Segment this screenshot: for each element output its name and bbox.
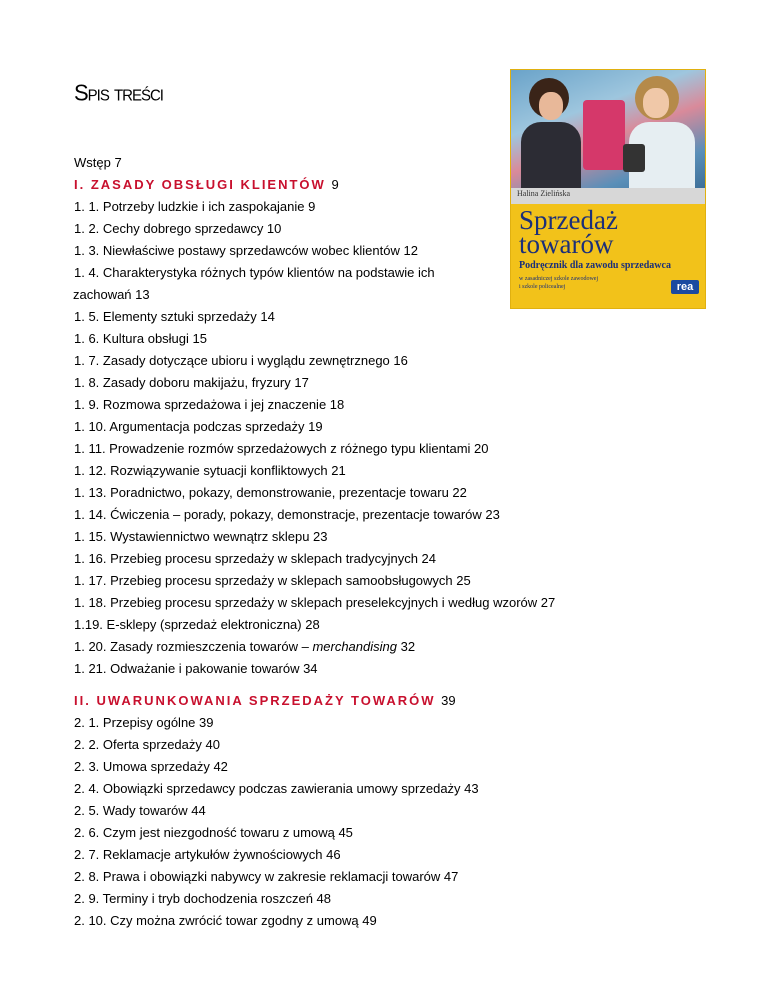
- cover-note-line2: i szkole policealnej: [519, 284, 566, 290]
- publisher-logo: rea: [671, 280, 699, 294]
- toc-item[interactable]: 2. 2. Oferta sprzedaży 40: [74, 737, 220, 752]
- section-1-page: 9: [331, 177, 339, 192]
- toc-item[interactable]: 1. 7. Zasady dotyczące ubioru i wyglądu zewnętrznego 16: [74, 353, 408, 368]
- toc-item[interactable]: 1. 15. Wystawiennictwo wewnątrz sklepu 23: [74, 529, 328, 544]
- toc-item[interactable]: 2. 7. Reklamacje artykułów żywnościowych 46: [74, 847, 341, 862]
- toc-item[interactable]: 1. 14. Ćwiczenia – porady, pokazy, demonstracje, prezentacje towarów 23: [74, 507, 500, 522]
- toc-item-continuation[interactable]: zachowań 13: [73, 287, 150, 302]
- toc-item[interactable]: 1. 16. Przebieg procesu sprzedaży w sklepach tradycyjnych 24: [74, 551, 437, 566]
- toc-item[interactable]: 1. 8. Zasady doboru makijażu, fryzury 17: [74, 375, 309, 390]
- toc-item[interactable]: 2. 9. Terminy i tryb dochodzenia roszczeń 48: [74, 891, 332, 906]
- toc-item-italic-term: merchandising: [312, 639, 397, 654]
- toc-item[interactable]: 2. 8. Prawa i obowiązki nabywcy w zakresie reklamacji towarów 47: [74, 869, 459, 884]
- cover-note-line1: w zasadniczej szkole zawodowej: [519, 276, 599, 282]
- section-1-label: I. ZASADY OBSŁUGI KLIENTÓW: [74, 177, 326, 192]
- toc-item[interactable]: 2. 1. Przepisy ogólne 39: [74, 715, 214, 730]
- toc-item[interactable]: 2. 3. Umowa sprzedaży 42: [74, 759, 228, 774]
- toc-intro[interactable]: Wstęp 7: [74, 155, 122, 170]
- cover-title-line2: towarów: [519, 229, 614, 259]
- toc-item[interactable]: 1. 12. Rozwiązywanie sytuacji konfliktowych 21: [74, 463, 346, 478]
- toc-item[interactable]: 2. 4. Obowiązki sprzedawcy podczas zawierania umowy sprzedaży 43: [74, 781, 479, 796]
- toc-section-1-heading[interactable]: [74, 174, 674, 196]
- toc-item[interactable]: 1. 10. Argumentacja podczas sprzedaży 19: [74, 419, 323, 434]
- toc-item[interactable]: 1. 2. Cechy dobrego sprzedawcy 10: [74, 221, 282, 236]
- toc-item[interactable]: 1. 17. Przebieg procesu sprzedaży w sklepach samoobsługowych 25: [74, 573, 471, 588]
- toc-section-2-heading[interactable]: [74, 690, 674, 712]
- toc-item[interactable]: 2. 6. Czym jest niezgodność towaru z umową 45: [74, 825, 353, 840]
- toc-item[interactable]: 2. 5. Wady towarów 44: [74, 803, 206, 818]
- toc-item[interactable]: 1. 1. Potrzeby ludzkie i ich zaspokajanie 9: [74, 199, 316, 214]
- toc-item[interactable]: 1. 18. Przebieg procesu sprzedaży w sklepach preselekcyjnych i według wzorów 27: [74, 595, 556, 610]
- table-of-contents: [74, 152, 674, 932]
- toc-item[interactable]: 2. 10. Czy można zwrócić towar zgodny z umową 49: [74, 913, 377, 928]
- cover-author: Halina Zielińska: [517, 189, 571, 198]
- toc-item-merchandising[interactable]: [74, 636, 674, 658]
- section-2-label: II. UWARUNKOWANIA SPRZEDAŻY TOWARÓW: [74, 693, 436, 708]
- toc-item-page: 32: [396, 639, 416, 654]
- toc-item[interactable]: 1. 21. Odważanie i pakowanie towarów 34: [74, 661, 318, 676]
- toc-item[interactable]: 1. 5. Elementy sztuki sprzedaży 14: [74, 309, 275, 324]
- cover-title-line1: Sprzedaż: [519, 205, 618, 235]
- toc-item[interactable]: 1. 13. Poradnictwo, pokazy, demonstrowanie, prezentacje towaru 22: [74, 485, 467, 500]
- page-title: Spis treści: [74, 79, 163, 106]
- toc-item[interactable]: 1.19. E-sklepy (sprzedaż elektroniczna) 28: [74, 617, 320, 632]
- toc-item[interactable]: 1. 6. Kultura obsługi 15: [74, 331, 207, 346]
- toc-item[interactable]: 1. 3. Niewłaściwe postawy sprzedawców wobec klientów 12: [74, 243, 418, 258]
- toc-item[interactable]: 1. 11. Prowadzenie rozmów sprzedażowych z różnego typu klientami 20: [74, 441, 489, 456]
- toc-item[interactable]: 1. 4. Charakterystyka różnych typów klientów na podstawie ich: [74, 265, 435, 280]
- cover-subtitle: Podręcznik dla zawodu sprzedawca: [519, 260, 671, 271]
- section-2-page: 39: [441, 693, 456, 708]
- toc-item[interactable]: 1. 9. Rozmowa sprzedażowa i jej znaczenie 18: [74, 397, 345, 412]
- toc-item-prefix: 1. 20. Zasady rozmieszczenia towarów –: [74, 639, 313, 654]
